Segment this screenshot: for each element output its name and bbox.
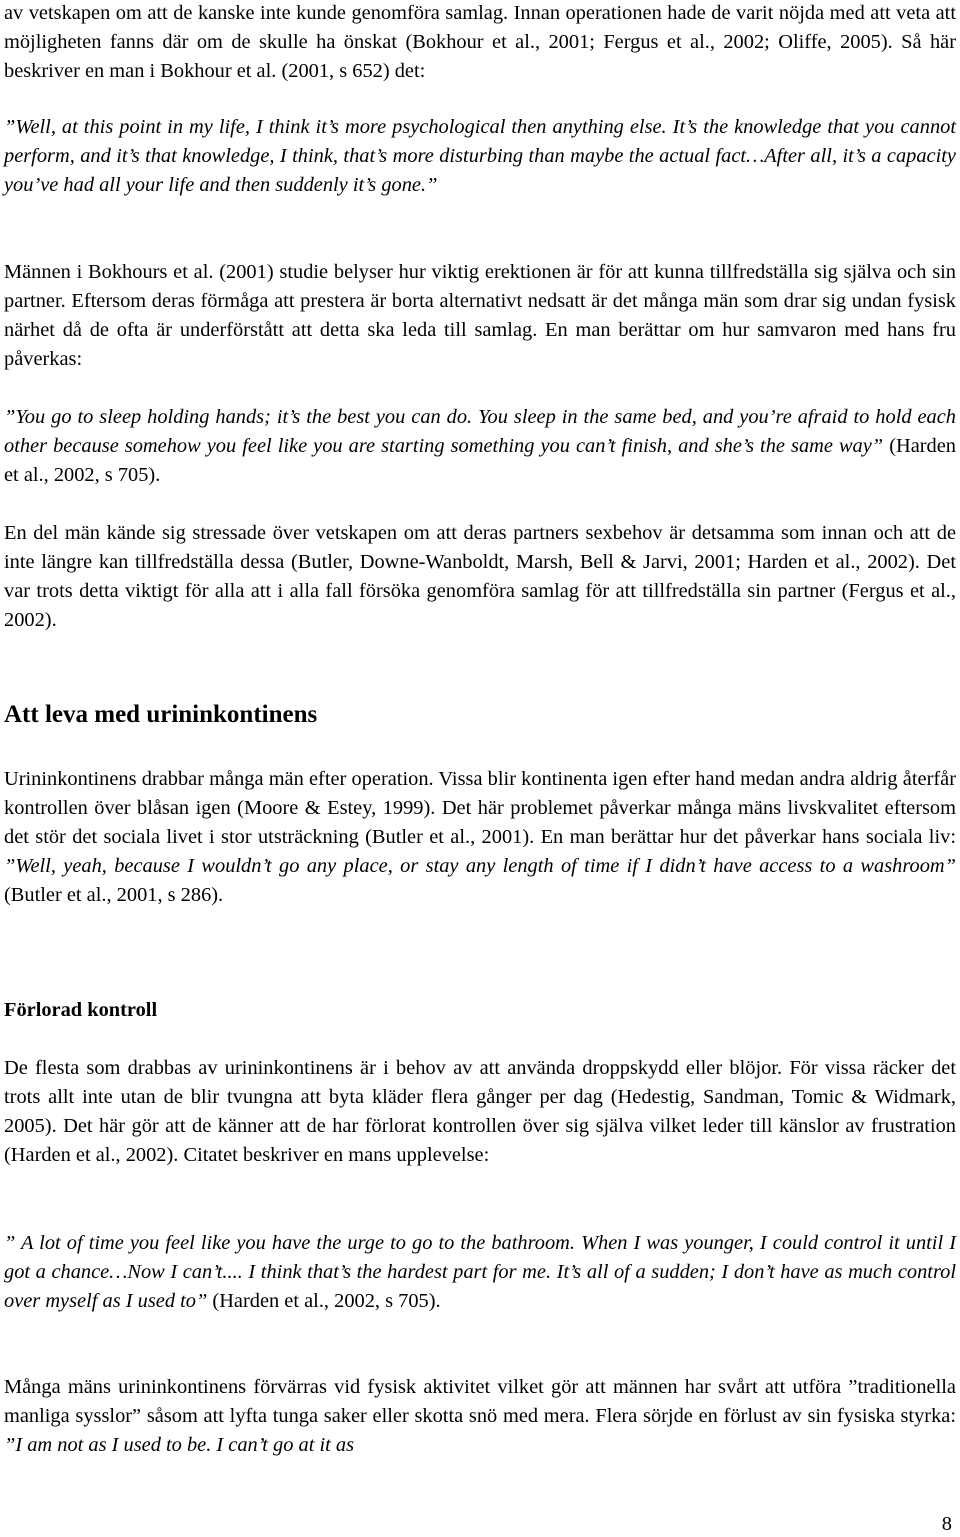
heading-urininkontinens: Att leva med urininkontinens: [4, 701, 318, 728]
heading-forlorad-kontroll: Förlorad kontroll: [4, 999, 158, 1021]
quote-urge-bathroom: [4, 1229, 956, 1316]
paragraph-partner-stress: [4, 519, 956, 635]
quote-text: ” A lot of time you feel like you have the urge to go to the bathroom. When I was younger, I could control it until I got a chance…Now I can’t.... I think that’s the hardest part for me. It’s all of a sudden; I don’t have as much control over myself as I used to”: [4, 1232, 956, 1312]
quote-well-at-this-point: [4, 113, 956, 200]
quote-text: ”You go to sleep holding hands; it’s the best you can do. You sleep in the same bed, and you’re afraid to hold each other because somehow you feel like you are starting something you can’t finish, and she’s the same way”: [4, 406, 956, 457]
citation-text: (Harden et al., 2002, s 705).: [4, 435, 956, 486]
quote-text: ”Well, at this point in my life, I think it’s more psychological then anything else. It’s the knowledge that you cannot perform, and it’s that knowledge, I think, that’s more disturbing than maybe the actual fact…After all, it’s a capacity you’ve had all your life and then suddenly it’s gone.”: [4, 116, 956, 196]
paragraph-text: En del män kände sig stressade över vetskapen om att deras partners sexbehov är detsamma som innan och att de inte längre kan tillfredställa dessa (Butler, Downe-Wanboldt, Marsh, Bell & Jarvi, 2001; Harden et al., 2002). Det var trots detta viktigt för alla att i alla fall försöka genomföra samlag för att tillfredställa sin partner (Fergus et al., 2002).: [4, 522, 956, 631]
paragraph-bokhours-study: [4, 258, 956, 374]
paragraph-text: Urininkontinens drabbar många män efter operation. Vissa blir kontinenta igen efter hand medan andra aldrig återfår kontrollen över blåsan igen (Moore & Estey, 1999). Det här problemet påverkar många mäns livskvalitet eftersom det stör det sociala livet i stor utsträckning (Butler et al., 2001). En man berättar hur det påverkar hans sociala liv:: [4, 768, 956, 848]
citation-text: (Harden et al., 2002, s 705).: [207, 1290, 441, 1312]
quote-sleep-holding-hands: [4, 403, 956, 490]
paragraph-text: De flesta som drabbas av urininkontinens är i behov av att använda droppskydd eller blöjor. För vissa räcker det trots allt inte utan de blir tvungna att byta kläder flera gånger per dag (Hedestig, Sandman, Tomic & Widmark, 2005). Det här gör att de känner att de har förlorat kontrollen över sig själva vilket leder till känslor av frustration (Harden et al., 2002). Citatet beskriver en mans upplevelse:: [4, 1057, 956, 1166]
paragraph-text: av vetskapen om att de kanske inte kunde genomföra samlag. Innan operationen hade de varit nöjda med att veta att möjligheten fanns där om de skulle ha önskat (Bokhour et al., 2001; Fergus et al., 2002; Oliffe, 2005). Så här beskriver en man i Bokhour et al. (2001, s 652) det:: [4, 2, 956, 82]
paragraph-text: Männen i Bokhours et al. (2001) studie belyser hur viktig erektionen är för att kunna tillfredställa sig själva och sin partner. Eftersom deras förmåga att prestera är borta alternativt nedsatt är det många män som drar sig undan fysisk närhet då de ofta är underförstått att detta ska leda till samlag. En man berättar om hur samvaron med hans fru påverkas:: [4, 261, 956, 370]
citation-text: (Butler et al., 2001, s 286).: [4, 884, 224, 906]
quote-text: ”I am not as I used to be. I can’t go at it as: [4, 1434, 355, 1456]
paragraph-text: Många mäns urininkontinens förvärras vid fysisk aktivitet vilket gör att männen har svårt att utföra ”traditionella manliga sysslor” såsom att lyfta tunga saker eller skotta snö med mera. Flera sörjde en förlust av sin fysiska styrka:: [4, 1376, 956, 1427]
paragraph-urininkontinens: [4, 765, 956, 910]
paragraph-droppskydd: [4, 1054, 956, 1170]
quote-text: ”Well, yeah, because I wouldn’t go any place, or stay any length of time if I didn’t have access to a washroom”: [4, 855, 956, 877]
paragraph-intro: [4, 0, 956, 86]
page-number: 8: [941, 1513, 952, 1535]
paragraph-fysisk-aktivitet: [4, 1373, 956, 1460]
